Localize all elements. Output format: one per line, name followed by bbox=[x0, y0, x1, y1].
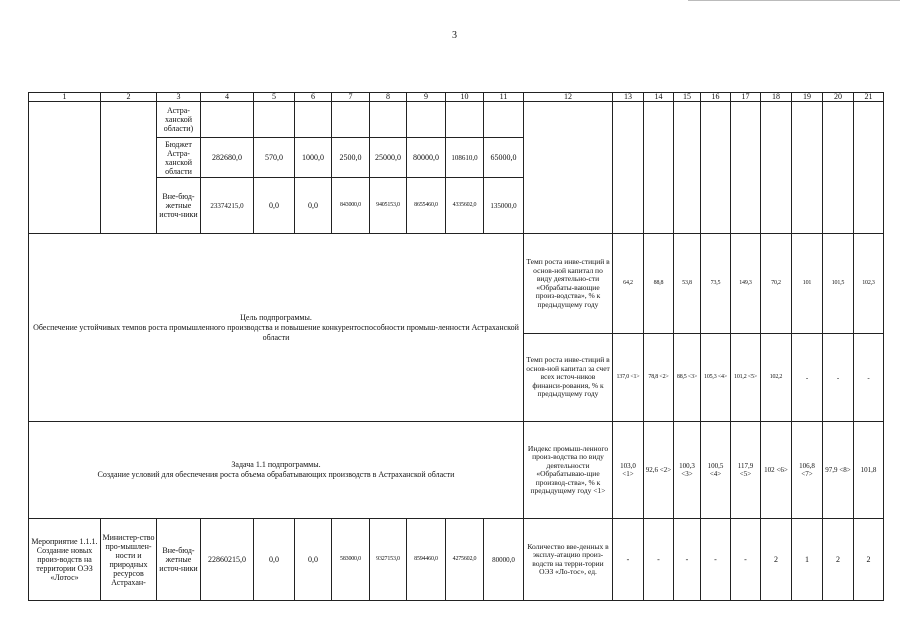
funding-value: 80000,0 bbox=[484, 519, 524, 601]
column-number-row bbox=[29, 93, 884, 102]
activity-row bbox=[29, 519, 884, 601]
funding-value: 23374215,0 bbox=[201, 178, 254, 234]
funding-value: 0,0 bbox=[254, 519, 295, 601]
indicator-name: Индекс промыш-ленного произ-водства по виду деятельности «Обрабатываю-щие производ-ства», % к предыдущему году <1> bbox=[524, 422, 613, 519]
indicator-name: Количество вве-денных в эксплу-атацию произ-водств на терри-тории ОЭЗ «Ло-тос», ед. bbox=[524, 519, 613, 601]
indicator-value: 70,2 bbox=[761, 234, 792, 334]
funding-value bbox=[332, 102, 370, 138]
indicator-value: 2 bbox=[854, 519, 884, 601]
empty-cell bbox=[524, 102, 613, 234]
indicator-value: 64,2 bbox=[613, 234, 644, 334]
empty-cell bbox=[674, 102, 701, 234]
indicator-value: 102,3 bbox=[854, 234, 884, 334]
indicator-value: 101,5 bbox=[823, 234, 854, 334]
funding-value: 0,0 bbox=[295, 178, 332, 234]
col-header: 12 bbox=[524, 93, 613, 102]
empty-cell bbox=[731, 102, 761, 234]
funding-value: 9327153,0 bbox=[370, 519, 407, 601]
page-number: 3 bbox=[452, 30, 457, 41]
col-header: 20 bbox=[823, 93, 854, 102]
funding-value: 570,0 bbox=[254, 138, 295, 178]
task-row bbox=[29, 422, 884, 519]
indicator-value: 88,8 bbox=[644, 234, 674, 334]
indicator-value: 106,8 <7> bbox=[792, 422, 823, 519]
indicator-value: 102 <6> bbox=[761, 422, 792, 519]
funding-value: 843000,0 bbox=[332, 178, 370, 234]
indicator-value: 73,5 bbox=[701, 234, 731, 334]
col-header: 2 bbox=[101, 93, 157, 102]
indicator-value: - bbox=[613, 519, 644, 601]
indicator-value: 149,3 bbox=[731, 234, 761, 334]
funding-value: 4275602,0 bbox=[446, 519, 484, 601]
col-header: 17 bbox=[731, 93, 761, 102]
funding-value: 0,0 bbox=[254, 178, 295, 234]
col-header: 6 bbox=[295, 93, 332, 102]
funding-value: 4335602,0 bbox=[446, 178, 484, 234]
col-header: 4 bbox=[201, 93, 254, 102]
indicator-value: - bbox=[731, 519, 761, 601]
funding-value bbox=[201, 102, 254, 138]
indicator-value: 97,9 <8> bbox=[823, 422, 854, 519]
program-table bbox=[28, 92, 884, 601]
indicator-value: 101,8 bbox=[854, 422, 884, 519]
indicator-value: 2 bbox=[761, 519, 792, 601]
indicator-value: - bbox=[854, 334, 884, 422]
funding-value bbox=[370, 102, 407, 138]
empty-cell bbox=[823, 102, 854, 234]
indicator-value: - bbox=[823, 334, 854, 422]
funding-source: Вне-бюд-жетные источ-ники bbox=[157, 178, 201, 234]
funding-source: Вне-бюд-жетные источ-ники bbox=[157, 519, 201, 601]
col-header: 15 bbox=[674, 93, 701, 102]
top-edge-line bbox=[688, 0, 900, 1]
indicator-value: 103,0 <1> bbox=[613, 422, 644, 519]
col-header: 16 bbox=[701, 93, 731, 102]
funding-value: 65000,0 bbox=[484, 138, 524, 178]
indicator-name: Темп роста инве-стиций в основ-ной капитал за счет всех источ-ников финанси-рования, % к предыдущему году bbox=[524, 334, 613, 422]
goal-row bbox=[29, 234, 884, 334]
funding-row bbox=[29, 102, 884, 138]
funding-value: 1000,0 bbox=[295, 138, 332, 178]
funding-value: 9405153,0 bbox=[370, 178, 407, 234]
funding-source: Бюджет Астра-ханской области bbox=[157, 138, 201, 178]
indicator-value: 53,8 bbox=[674, 234, 701, 334]
col-header: 14 bbox=[644, 93, 674, 102]
indicator-value: - bbox=[644, 519, 674, 601]
funding-source: Астра-ханской области) bbox=[157, 102, 201, 138]
col-header: 1 bbox=[29, 93, 101, 102]
empty-cell bbox=[644, 102, 674, 234]
funding-value: 135000,0 bbox=[484, 178, 524, 234]
indicator-value: - bbox=[701, 519, 731, 601]
funding-value: 583000,0 bbox=[332, 519, 370, 601]
empty-cell bbox=[854, 102, 884, 234]
col-header: 21 bbox=[854, 93, 884, 102]
funding-value: 22860215,0 bbox=[201, 519, 254, 601]
empty-cell bbox=[101, 102, 157, 234]
col-header: 19 bbox=[792, 93, 823, 102]
indicator-value: 78,8 <2> bbox=[644, 334, 674, 422]
funding-value: 282680,0 bbox=[201, 138, 254, 178]
col-header: 8 bbox=[370, 93, 407, 102]
indicator-value: 92,6 <2> bbox=[644, 422, 674, 519]
col-header: 5 bbox=[254, 93, 295, 102]
indicator-value: 88,5 <3> bbox=[674, 334, 701, 422]
col-header: 9 bbox=[407, 93, 446, 102]
indicator-value: 102,2 bbox=[761, 334, 792, 422]
funding-value: 2500,0 bbox=[332, 138, 370, 178]
indicator-value: 1 bbox=[792, 519, 823, 601]
col-header: 3 bbox=[157, 93, 201, 102]
funding-value bbox=[484, 102, 524, 138]
indicator-value: 101 bbox=[792, 234, 823, 334]
funding-value: 108610,0 bbox=[446, 138, 484, 178]
indicator-value: 101,2 <5> bbox=[731, 334, 761, 422]
empty-cell bbox=[792, 102, 823, 234]
funding-value: 25000,0 bbox=[370, 138, 407, 178]
funding-value: 80000,0 bbox=[407, 138, 446, 178]
funding-value bbox=[446, 102, 484, 138]
indicator-value: 117,9 <5> bbox=[731, 422, 761, 519]
indicator-value: 137,0 <1> bbox=[613, 334, 644, 422]
indicator-value: - bbox=[792, 334, 823, 422]
empty-cell bbox=[29, 102, 101, 234]
indicator-value: 105,3 <4> bbox=[701, 334, 731, 422]
indicator-name: Темп роста инве-стиций в основ-ной капитал по виду деятельно-сти «Обрабаты-вающие произ-водства», % к предыдущему году bbox=[524, 234, 613, 334]
indicator-value: 2 bbox=[823, 519, 854, 601]
funding-value: 8594460,0 bbox=[407, 519, 446, 601]
col-header: 13 bbox=[613, 93, 644, 102]
funding-value bbox=[407, 102, 446, 138]
activity-name: Мероприятие 1.1.1. Создание новых произ-водств на территории ОЭЗ «Лотос» bbox=[29, 519, 101, 601]
funding-value bbox=[254, 102, 295, 138]
col-header: 11 bbox=[484, 93, 524, 102]
indicator-value: 100,3 <3> bbox=[674, 422, 701, 519]
col-header: 10 bbox=[446, 93, 484, 102]
empty-cell bbox=[701, 102, 731, 234]
col-header: 18 bbox=[761, 93, 792, 102]
goal-text: Цель подпрограммы. Обеспечение устойчивых темпов роста промышленного производства и повышение конкурентоспособности промыш-ленности Астраханской области bbox=[29, 234, 524, 422]
task-text: Задача 1.1 подпрограммы. Создание условий для обеспечения роста объема обрабатывающих производств в Астраханской области bbox=[29, 422, 524, 519]
activity-executor: Министер-ство про-мышлен-ности и природных ресурсов Астрахан- bbox=[101, 519, 157, 601]
indicator-value: 100,5 <4> bbox=[701, 422, 731, 519]
funding-value bbox=[295, 102, 332, 138]
empty-cell bbox=[761, 102, 792, 234]
indicator-value: - bbox=[674, 519, 701, 601]
funding-value: 8655460,0 bbox=[407, 178, 446, 234]
col-header: 7 bbox=[332, 93, 370, 102]
empty-cell bbox=[613, 102, 644, 234]
funding-value: 0,0 bbox=[295, 519, 332, 601]
